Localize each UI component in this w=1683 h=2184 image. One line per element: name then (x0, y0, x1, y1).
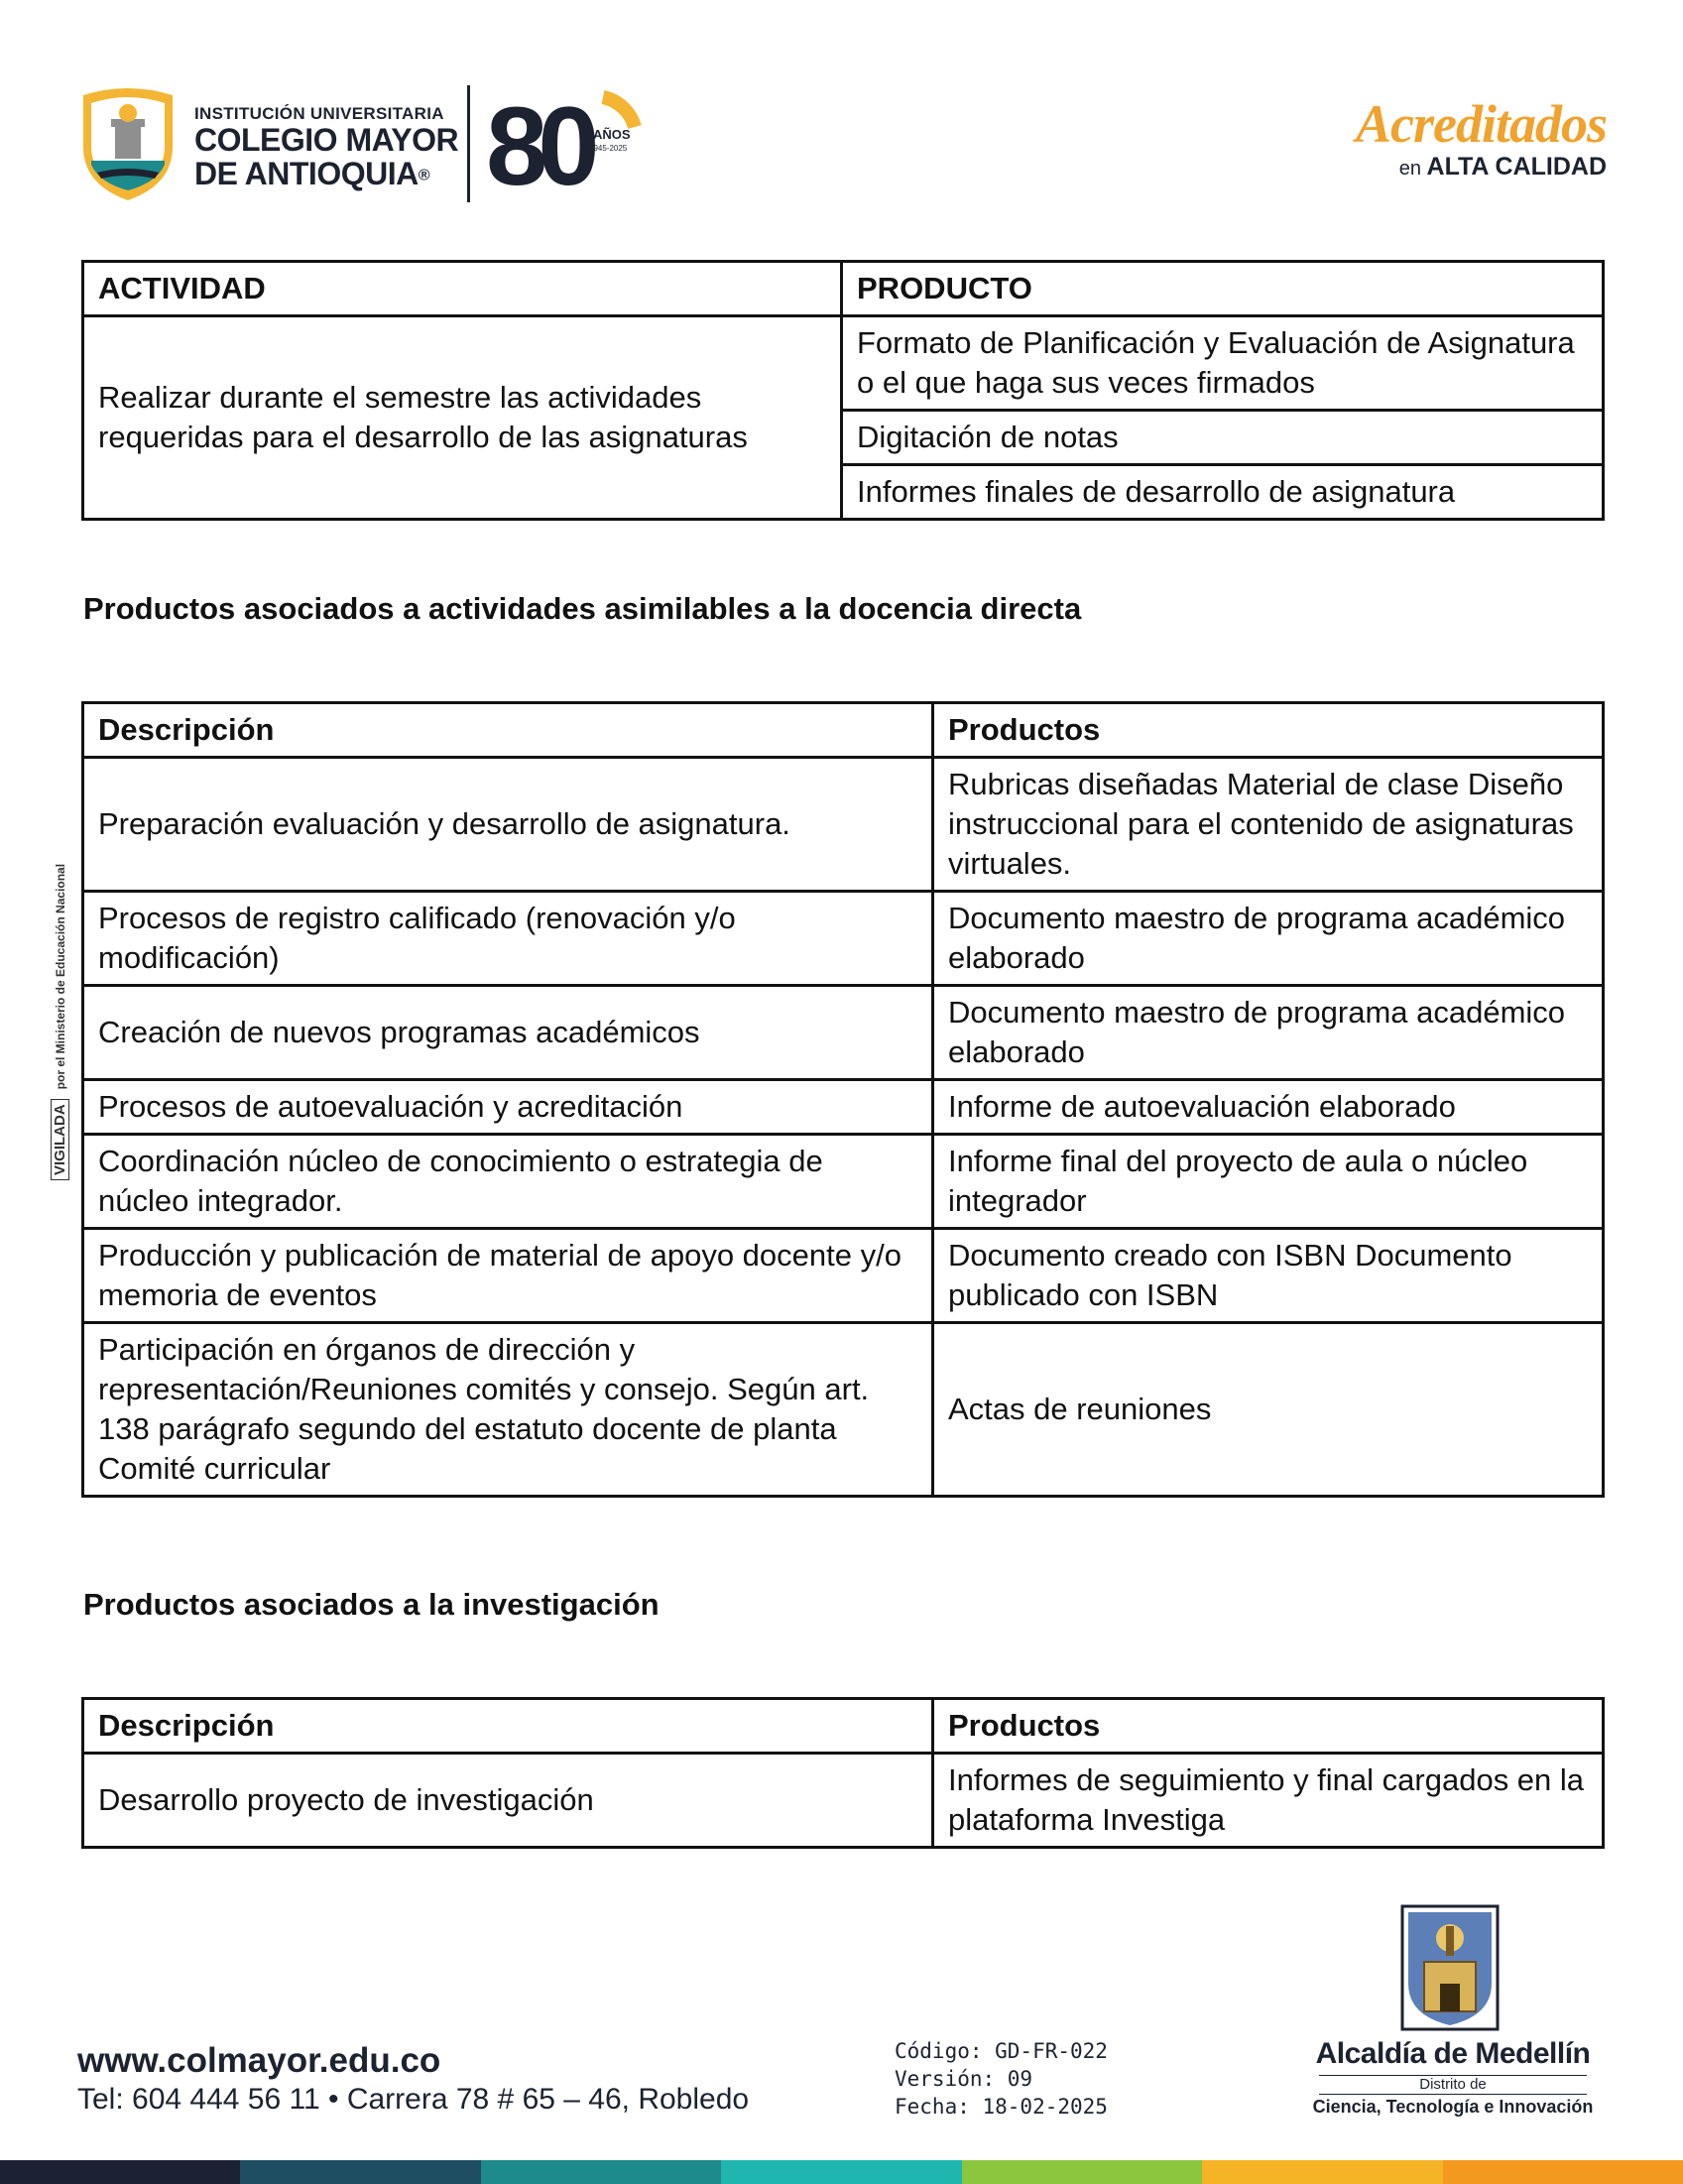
products-cell: Informes de seguimiento y final cargados en la plataforma Investiga (933, 1754, 1604, 1848)
institution-shield-logo (77, 85, 179, 202)
document-code: Código: GD-FR-022 (895, 2039, 1108, 2063)
alcaldia-distrito-line2: Ciencia, Tecnología e Innovación (1312, 2097, 1594, 2117)
table-row (83, 986, 1604, 1080)
alcaldia-name: Alcaldía de Medellín (1315, 2037, 1591, 2070)
product-cell: Informes finales de desarrollo de asignatura (842, 465, 1604, 520)
table-row (83, 1229, 1604, 1323)
anniversary-number: 80 (486, 87, 590, 198)
activity-cell: Realizar durante el semestre las actividades requeridas para el desarrollo de las asignaturas (83, 316, 842, 520)
accreditation-title: Acreditados (1356, 94, 1607, 154)
vigilada-label: VIGILADA (51, 1099, 69, 1180)
color-band-segment (1202, 2160, 1442, 2184)
anniversary-years: 1945-2025 (589, 144, 628, 153)
products-cell: Actas de reuniones (933, 1323, 1604, 1497)
products-cell: Informe de autoevaluación elaborado (933, 1080, 1604, 1135)
institution-line2: COLEGIO MAYOR (194, 122, 459, 158)
institution-line1: INSTITUCIÓN UNIVERSITARIA (194, 104, 444, 123)
description-cell: Preparación evaluación y desarrollo de asignatura. (83, 758, 933, 892)
document-version: Versión: 09 (895, 2067, 1033, 2091)
section-title-investigacion: Productos asociados a la investigación (83, 1587, 660, 1622)
activity-product-table (81, 260, 1605, 521)
investigacion-products-table (81, 1697, 1605, 1849)
product-cell: Formato de Planificación y Evaluación de Asignatura o el que haga sus veces firmados (842, 316, 1604, 411)
website-link[interactable]: www.colmayor.edu.co (77, 2041, 441, 2080)
products-cell: Documento maestro de programa académico elaborado (933, 986, 1604, 1080)
description-cell: Procesos de autoevaluación y acreditación (83, 1080, 933, 1135)
color-band-segment (481, 2160, 721, 2184)
header-productos: Productos (933, 703, 1604, 758)
description-cell: Procesos de registro calificado (renovación y/o modificación) (83, 892, 933, 986)
anniversary-80-logo (486, 87, 645, 198)
product-cell: Digitación de notas (842, 411, 1604, 465)
header-divider (467, 85, 470, 202)
table-row (83, 1135, 1604, 1229)
table-header-row (83, 262, 1604, 316)
color-band-segment (962, 2160, 1202, 2184)
header-descripcion: Descripción (83, 703, 933, 758)
institution-line3-text: DE ANTIOQUIA (194, 156, 419, 191)
description-cell: Producción y publicación de material de apoyo docente y/o memoria de eventos (83, 1229, 933, 1323)
color-band-segment (1443, 2160, 1683, 2184)
registered-mark: ® (418, 167, 429, 184)
accreditation-alta-calidad: ALTA CALIDAD (1426, 153, 1607, 181)
header-productos: Productos (933, 1699, 1604, 1754)
vigilada-stamp (52, 864, 68, 1180)
table-row (83, 1754, 1604, 1848)
table-header-row (83, 703, 1604, 758)
description-cell: Coordinación núcleo de conocimiento o estrategia de núcleo integrador. (83, 1135, 933, 1229)
description-cell: Creación de nuevos programas académicos (83, 986, 933, 1080)
accreditation-en: en (1398, 158, 1421, 180)
document-date: Fecha: 18-02-2025 (895, 2095, 1108, 2119)
alcaldia-distrito: Distrito de (1319, 2075, 1587, 2095)
institution-name (194, 105, 458, 189)
products-cell: Documento maestro de programa académico elaborado (933, 892, 1604, 986)
color-band-segment (0, 2160, 240, 2184)
description-cell: Desarrollo proyecto de investigación (83, 1754, 933, 1848)
institution-line3 (194, 158, 458, 189)
products-cell: Rubricas diseñadas Material de clase Diseño instruccional para el contenido de asignaturas virtuales. (933, 758, 1604, 892)
alcaldia-logo (1289, 2037, 1617, 2118)
products-cell: Documento creado con ISBN Documento publicado con ISBN (933, 1229, 1604, 1323)
table-row (83, 892, 1604, 986)
anniversary-label: AÑOS (593, 127, 631, 142)
accreditation-logo (1329, 94, 1607, 182)
table-row (83, 758, 1604, 892)
description-cell: Participación en órganos de dirección y representación/Reuniones comités y consejo. Según art. 138 parágrafo segundo del estatuto docente de planta Comité curricular (83, 1323, 933, 1497)
table-row (83, 1080, 1604, 1135)
medellin-coat-of-arms-icon (1400, 1904, 1500, 2033)
color-band-segment (240, 2160, 480, 2184)
header-actividad: ACTIVIDAD (83, 262, 842, 316)
table-row (83, 316, 1604, 411)
vigilada-text: por el Ministerio de Educación Nacional (54, 863, 67, 1090)
docencia-products-table (81, 701, 1605, 1498)
section-title-docencia: Productos asociados a actividades asimilables a la docencia directa (83, 591, 1082, 626)
color-band-segment (721, 2160, 961, 2184)
table-row (83, 1323, 1604, 1497)
products-cell: Informe final del proyecto de aula o núcleo integrador (933, 1135, 1604, 1229)
header-descripcion: Descripción (83, 1699, 933, 1754)
header-producto: PRODUCTO (842, 262, 1604, 316)
contact-info: Tel: 604 444 56 11 • Carrera 78 # 65 – 46, Robledo (77, 2083, 750, 2116)
accreditation-subtitle (1329, 153, 1607, 182)
table-header-row (83, 1699, 1604, 1754)
document-metadata (895, 2037, 1108, 2121)
footer-color-band (0, 2160, 1683, 2184)
